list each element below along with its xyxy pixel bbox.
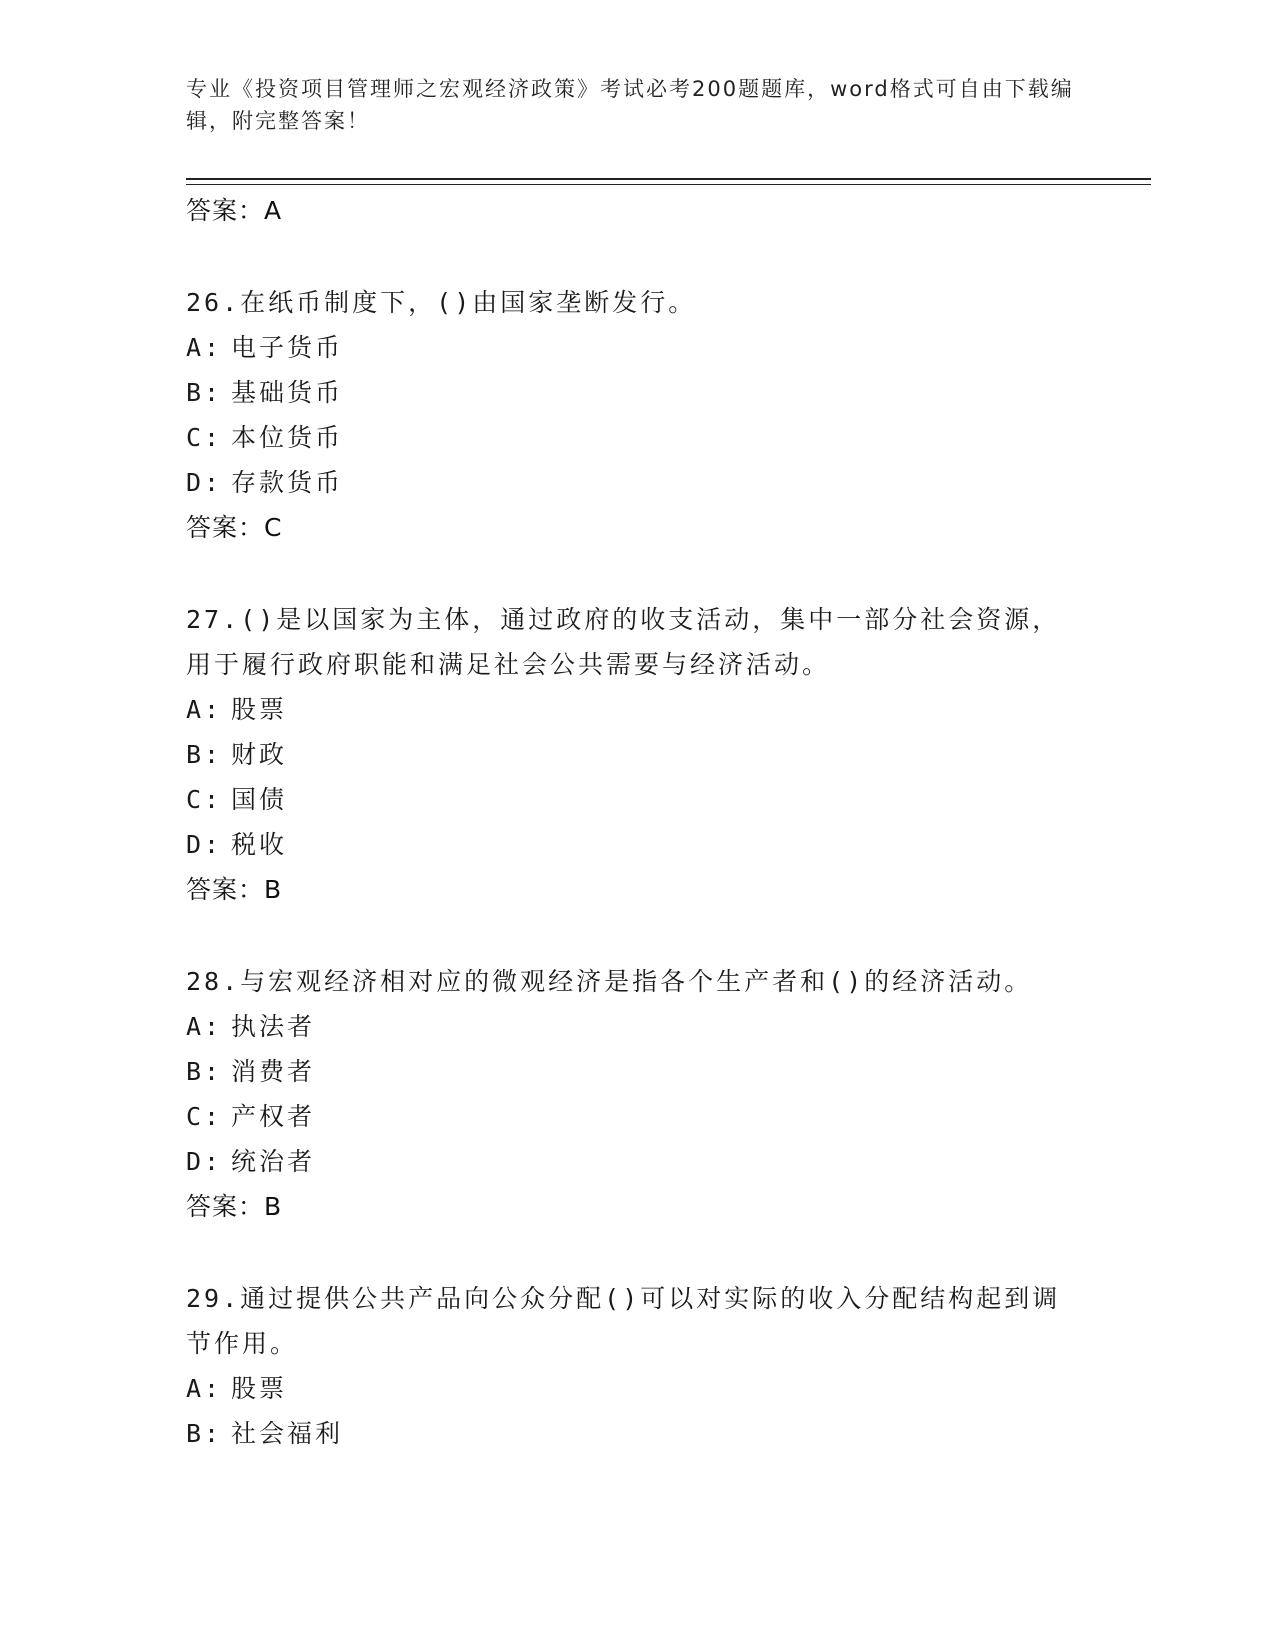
question-text: 27.()是以国家为主体，通过政府的收支活动，集中一部分社会资源，用于履行政府职能和满足社会公共需要与经济活动。: [186, 605, 1061, 679]
option-c: [186, 1094, 1086, 1139]
option-a: [186, 1004, 1086, 1049]
option-b: [186, 732, 1086, 777]
option-c: [186, 777, 1086, 822]
option-d: [186, 1139, 1086, 1184]
option-b: [186, 1411, 1086, 1456]
option-text: 统治者: [231, 1147, 316, 1176]
option-text: 税收: [231, 830, 288, 859]
option-text: 执法者: [231, 1012, 316, 1041]
option-text: 财政: [231, 740, 288, 769]
question-text: 26.在纸币制度下，()由国家垄断发行。: [186, 288, 697, 317]
answer-line: 答案：B: [186, 1192, 283, 1221]
question-text: 28.与宏观经济相对应的微观经济是指各个生产者和()的经济活动。: [186, 967, 1033, 996]
option-text: 基础货币: [231, 378, 344, 407]
question-block: [186, 597, 1086, 912]
option-d: [186, 822, 1086, 867]
option-text: 社会福利: [231, 1419, 344, 1448]
option-letter: A:: [186, 695, 223, 724]
option-a: [186, 687, 1086, 732]
option-c: [186, 415, 1086, 460]
option-letter: D:: [186, 1147, 223, 1176]
answer-line: 答案：C: [186, 513, 283, 542]
option-letter: D:: [186, 468, 223, 497]
page-header: 专业《投资项目管理师之宏观经济政策》考试必考200题题库，word格式可自由下载编辑，附完整答案！: [186, 77, 1074, 133]
option-text: 电子货币: [231, 333, 344, 362]
option-letter: A:: [186, 1374, 223, 1403]
option-letter: B:: [186, 1419, 223, 1448]
option-text: 股票: [231, 695, 288, 724]
option-letter: C:: [186, 785, 223, 814]
question-block: [186, 280, 1086, 550]
option-a: [186, 325, 1086, 370]
option-a: [186, 1366, 1086, 1411]
option-d: [186, 460, 1086, 505]
option-letter: C:: [186, 423, 223, 452]
option-text: 存款货币: [231, 468, 344, 497]
option-text: 国债: [231, 785, 288, 814]
option-letter: B:: [186, 1057, 223, 1086]
question-block: [186, 959, 1086, 1229]
header-rule: [186, 178, 1151, 185]
option-letter: A:: [186, 333, 223, 362]
document-body: [186, 188, 1086, 1456]
option-letter: B:: [186, 740, 223, 769]
option-letter: B:: [186, 378, 223, 407]
question-block: [186, 1276, 1086, 1456]
option-b: [186, 1049, 1086, 1094]
option-text: 产权者: [231, 1102, 316, 1131]
option-text: 消费者: [231, 1057, 316, 1086]
option-letter: A:: [186, 1012, 223, 1041]
option-letter: C:: [186, 1102, 223, 1131]
answer-line: 答案：A: [186, 196, 283, 225]
option-text: 股票: [231, 1374, 288, 1403]
option-b: [186, 370, 1086, 415]
option-letter: D:: [186, 830, 223, 859]
question-text: 29.通过提供公共产品向公众分配()可以对实际的收入分配结构起到调节作用。: [186, 1284, 1061, 1358]
option-text: 本位货币: [231, 423, 344, 452]
answer-line: 答案：B: [186, 875, 283, 904]
